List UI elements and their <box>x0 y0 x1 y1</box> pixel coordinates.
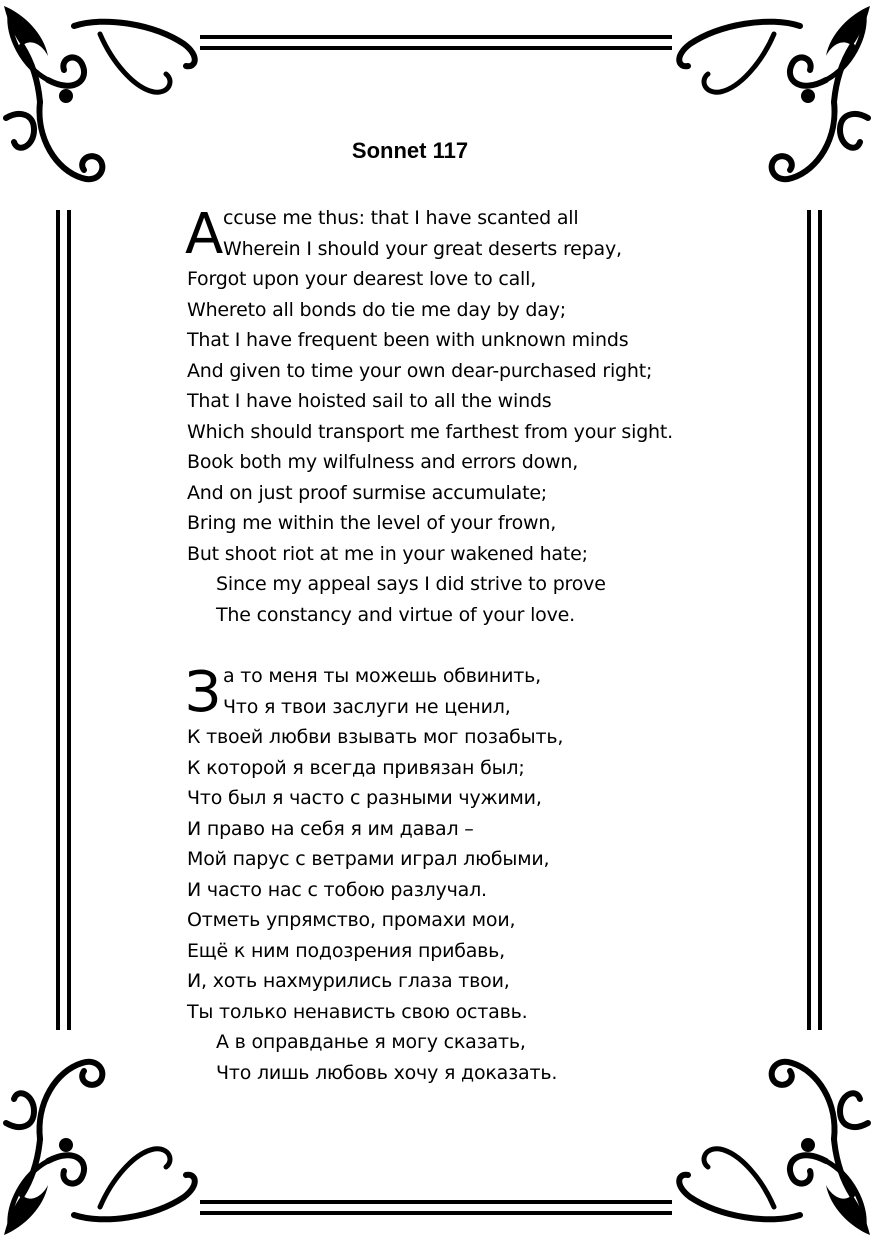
poem-line: And given to time your own dear-purchased right; <box>187 359 653 382</box>
english-sonnet <box>187 203 673 630</box>
poem-line: Что я твои заслуги не ценил, <box>223 695 511 718</box>
page-title: Sonnet 117 <box>351 138 469 163</box>
poem-line: Wherein I should your great deserts repay, <box>223 237 622 260</box>
poem-line: Мой парус с ветрами играл любыми, <box>187 848 550 870</box>
poem-line: И, хоть нахмурились глаза твои, <box>187 970 510 992</box>
poem-line: That I have hoisted sail to all the winds <box>187 390 552 412</box>
poem-line: Forgot upon your dearest love to call, <box>187 268 537 290</box>
poem-line: К твоей любви взывать мог позабыть, <box>187 726 564 748</box>
poem-line: И право на себя я им давал – <box>187 817 474 840</box>
drop-cap-letter: З <box>185 660 221 725</box>
couplet-line: The constancy and virtue of your love. <box>216 603 575 626</box>
poem-line: And on just proof surmise accumulate; <box>187 481 548 504</box>
poem-line: К которой я всегда привязан был; <box>187 756 525 779</box>
poem-line: Ещё к ним подозрения прибавь, <box>187 939 506 962</box>
couplet-line: Что лишь любовь хочу я доказать. <box>216 1061 558 1084</box>
drop-cap-letter: A <box>185 202 224 267</box>
poem-line: Which should transport me farthest from your sight. <box>187 420 673 443</box>
couplet-line: Since my appeal says I did strive to prove <box>216 573 606 595</box>
russian-sonnet <box>187 661 563 1088</box>
poem-line: З а то меня ты можешь обвинить, <box>185 660 541 725</box>
poem-line: Bring me within the level of your frown, <box>187 512 557 534</box>
poem-line: That I have frequent been with unknown minds <box>187 329 629 351</box>
poem-line: Book both my wilfulness and errors down, <box>187 451 579 473</box>
poem-line: But shoot riot at me in your wakened hate; <box>187 542 588 565</box>
couplet-line: А в оправданье я могу сказать, <box>216 1031 526 1053</box>
poem-line: И часто нас с тобою разлучал. <box>187 878 487 901</box>
poem-line: Отметь упрямство, промахи мои, <box>187 909 516 931</box>
poem-line: Что был я часто с разными чужими, <box>187 787 542 809</box>
poem-line: Whereto all bonds do tie me day by day; <box>187 298 566 321</box>
poem-line: A ccuse me thus: that I have scanted all <box>185 202 579 267</box>
poem-line: Ты только ненависть свою оставь. <box>187 1000 528 1023</box>
